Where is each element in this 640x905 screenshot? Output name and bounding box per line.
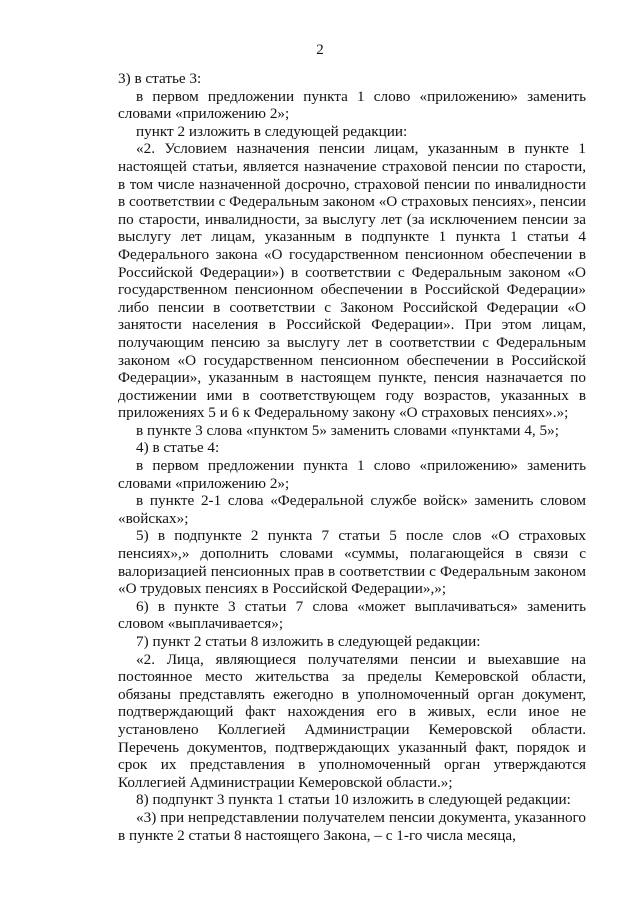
paragraph-article-3-heading: 3) в статье 3: [118,70,202,87]
paragraph-item-8-text: «3) при непредставлении получателем пенсии документа, указанного в пункте 2 статьи 8 настоящего Закона, – с 1-го числа месяца, [118,808,586,844]
paragraph-article-3-point-2-intro: пункт 2 изложить в следующей редакции: [136,122,408,140]
paragraph-item-7-intro: 7) пункт 2 статьи 8 изложить в следующей редакции: [136,633,481,650]
page-number: 2 [316,42,324,58]
paragraph-article-4-heading: 4) в статье 4: [136,439,220,457]
paragraph-article-3-point-3: в пункте 3 слова «пунктом 5» заменить словами «пунктами 4, 5»; [136,421,559,439]
paragraph-article-3-point-1: в первом предложении пункта 1 слово «приложению» заменить словами «приложению 2»; [118,87,586,123]
paragraph-article-4-point-2-1: в пункте 2-1 слова «Федеральной службе войск» заменить словом «войсках»; [118,492,586,527]
paragraph-article-3-point-2-text: «2. Условием назначения пенсии лицам, указанным в пункте 1 настоящей статьи, является назначение страховой пенсии по старости, в том числе назначенной досрочно, страховой пенсии по инвалидности в соответствии с Федеральным законом «О страховых пенсиях», пенсии по старости, инвалидности, за выслугу лет (за исключением пенсии за выслугу лет лицам, указанным в подпункте 1 пункта 1 статьи 4 Федерального закона «О государственном пенсионном обеспечении в Российской Федерации») в соответствии с Федеральным законом «О государственном пенсионном обеспечении в Российской Федерации» либо пенсии в соответствии с Законом Российской Федерации «О занятости населения в Российской Федерации». При этом лицам, получающим пенсию за выслугу лет в соответствии с Федеральным законом «О государственном пенсионном обеспечении в Российской Федерации», указанным в настоящем пункте, пенсия назначается по достижении ими в соответствующем году возрастов, указанных в приложениях 5 и 6 к Федеральному закону «О страховых пенсиях».»; [118,140,586,422]
document-body [118,70,586,844]
paragraph-item-6: 6) в пункте 3 статьи 7 слова «может выплачиваться» заменить словом «выплачивается»; [118,597,586,633]
paragraph-item-8-intro: 8) подпункт 3 пункта 1 статьи 10 изложить в следующей редакции: [136,791,571,809]
paragraph-article-4-point-1: в первом предложении пункта 1 слово «приложению» заменить словами «приложению 2»; [118,457,586,492]
paragraph-item-5: 5) в подпункте 2 пункта 7 статьи 5 после слов «О страховых пенсиях»,» дополнить словами «суммы, полагающейся в связи с валоризацией пенсионных прав в соответствии с Федеральным законом «О трудовых пенсиях в Российской Федерации»,»; [118,527,586,598]
paragraph-item-7-text: «2. Лица, являющиеся получателями пенсии и выехавшие на постоянное место жительства за пределы Кемеровской области, обязаны представлять ежегодно в уполномоченный орган документ, подтверждающий факт нахождения его в живых, если иное не установлено Коллегией Администрации Кемеровской области. Перечень документов, подтверждающих указанный факт, порядок и срок их представления в уполномоченный орган утверждаются Коллегией Администрации Кемеровской области.»; [118,650,586,791]
